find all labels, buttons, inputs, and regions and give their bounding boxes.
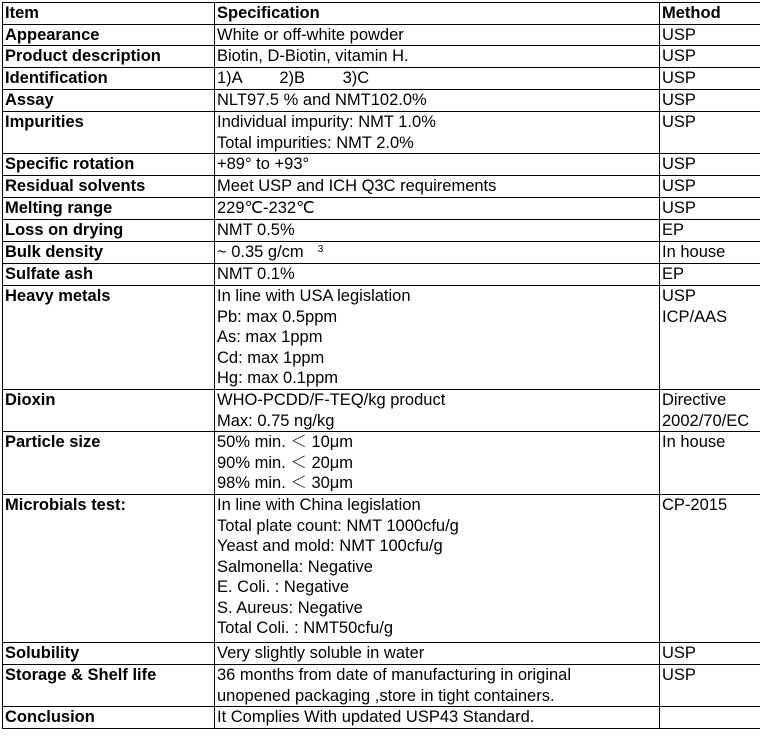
row-item-label: Loss on drying	[3, 220, 215, 242]
specification-text: NMT 0.1%	[217, 265, 295, 283]
row-item-label: Bulk density	[3, 242, 215, 264]
row-specification	[215, 432, 660, 495]
table-row	[3, 665, 760, 707]
table-row	[3, 286, 760, 390]
method-line: USP	[662, 177, 696, 195]
specification-text: NMT 0.5%	[217, 221, 295, 239]
method-line: Directive	[662, 391, 727, 409]
row-item-label: Dioxin	[3, 390, 215, 432]
table-row	[3, 707, 760, 729]
specification-line	[217, 453, 657, 474]
row-method	[660, 390, 760, 432]
specification-line	[217, 46, 657, 67]
row-specification	[215, 90, 660, 112]
table-row	[3, 176, 760, 198]
header-method: Method	[660, 3, 760, 25]
row-specification	[215, 390, 660, 432]
specification-text: White or off-white powder	[217, 25, 404, 44]
row-item-label: Product description	[3, 46, 215, 68]
specification-line	[217, 307, 657, 328]
method-line: USP	[662, 91, 696, 109]
specification-text: E. Coli. : Negative	[217, 578, 350, 596]
specification-line	[217, 665, 657, 686]
specification-text: unopened packaging ,store in tight containers.	[217, 686, 555, 705]
row-method	[660, 198, 760, 220]
specification-text: Individual impurity: NMT 1.0%	[217, 113, 436, 131]
row-specification	[215, 643, 660, 665]
method-line: USP	[662, 287, 696, 305]
row-item-label: Sulfate ash	[3, 264, 215, 286]
row-item-label: Melting range	[3, 198, 215, 220]
table-row	[3, 220, 760, 242]
specification-line	[217, 432, 657, 453]
specification-text: Total plate count: NMT 1000cfu/g	[217, 516, 459, 535]
method-line: ICP/AAS	[662, 307, 728, 326]
specification-line	[217, 643, 657, 664]
specification-text: S. Aureus: Negative	[217, 598, 363, 617]
method-line: USP	[662, 113, 696, 131]
specification-line	[217, 68, 657, 89]
table-row	[3, 46, 760, 68]
row-method	[660, 286, 760, 390]
specification-text: +89° to +93°	[217, 155, 310, 173]
row-method	[660, 154, 760, 176]
specification-text: Pb: max 0.5ppm	[217, 307, 338, 326]
specification-text: Yeast and mold: NMT 100cfu/g	[217, 537, 443, 555]
specification-line	[217, 286, 657, 307]
specification-line	[217, 90, 657, 111]
specification-text: As: max 1ppm	[217, 328, 323, 346]
specification-line	[217, 112, 657, 133]
row-method	[660, 176, 760, 198]
specification-text: 36 months from date of manufacturing in original	[217, 666, 572, 684]
method-line: In house	[662, 433, 726, 451]
row-item-label: Particle size	[3, 432, 215, 495]
row-method	[660, 432, 760, 495]
specification-line	[217, 348, 657, 369]
row-method	[660, 68, 760, 90]
row-specification	[215, 242, 660, 264]
method-line: CP-2015	[662, 496, 728, 514]
specification-line	[217, 368, 657, 389]
specification-text: Max: 0.75 ng/kg	[217, 411, 335, 430]
row-specification	[215, 495, 660, 643]
specification-line	[217, 536, 657, 557]
row-item-label: Assay	[3, 90, 215, 112]
specification-text: Very slightly soluble in water	[217, 644, 425, 662]
method-line: 2002/70/EC	[662, 411, 750, 430]
row-item-label: Storage & Shelf life	[3, 665, 215, 707]
row-method	[660, 24, 760, 46]
specification-text: Total impurities: NMT 2.0%	[217, 133, 414, 152]
row-specification	[215, 112, 660, 154]
row-method	[660, 643, 760, 665]
specification-line	[217, 577, 657, 598]
specification-table	[2, 2, 760, 729]
row-specification	[215, 24, 660, 46]
row-item-label: Heavy metals	[3, 286, 215, 390]
header-item: Item	[3, 3, 215, 25]
specification-line	[217, 473, 657, 494]
specification-text: 1)A 2)B 3)C	[217, 69, 386, 87]
specification-text: In line with USA legislation	[217, 287, 411, 305]
row-specification	[215, 707, 660, 729]
row-item-label: Solubility	[3, 643, 215, 665]
table-row	[3, 24, 760, 46]
specification-text: Hg: max 0.1ppm	[217, 369, 339, 387]
row-specification	[215, 68, 660, 90]
specification-text: It Complies With updated USP43 Standard.	[217, 708, 535, 726]
superscript: 3	[317, 244, 324, 255]
specification-text: NLT97.5 % and NMT102.0%	[217, 91, 427, 109]
table-row	[3, 242, 760, 264]
method-line: EP	[662, 265, 685, 283]
row-method	[660, 264, 760, 286]
table-header-row	[3, 3, 760, 25]
specification-text: WHO-PCDD/F-TEQ/kg product	[217, 391, 446, 409]
row-item-label: Conclusion	[3, 707, 215, 729]
row-item-label: Impurities	[3, 112, 215, 154]
specification-text: In line with China legislation	[217, 496, 421, 514]
specification-text: 229℃-232℃	[217, 199, 315, 217]
specification-line	[217, 154, 657, 175]
method-line: In house	[662, 243, 726, 261]
specification-line	[217, 327, 657, 348]
row-method	[660, 242, 760, 264]
specification-text: Biotin, D-Biotin, vitamin H.	[217, 47, 409, 65]
specification-line	[217, 198, 657, 219]
row-specification	[215, 286, 660, 390]
specification-text: Meet USP and ICH Q3C requirements	[217, 177, 497, 195]
method-line: USP	[662, 666, 696, 684]
row-method	[660, 665, 760, 707]
header-specification: Specification	[215, 3, 660, 25]
specification-line	[217, 220, 657, 241]
method-line: USP	[662, 644, 696, 662]
row-method	[660, 112, 760, 154]
specification-line	[217, 242, 657, 263]
row-specification	[215, 46, 660, 68]
table-row	[3, 198, 760, 220]
row-method	[660, 90, 760, 112]
table-row	[3, 112, 760, 154]
method-line: USP	[662, 25, 696, 44]
specification-line	[217, 618, 657, 639]
specification-line	[217, 176, 657, 197]
method-line: USP	[662, 47, 696, 65]
method-line: USP	[662, 199, 696, 217]
specification-line	[217, 686, 657, 707]
table-row	[3, 390, 760, 432]
specification-line	[217, 598, 657, 619]
row-item-label: Identification	[3, 68, 215, 90]
table-row	[3, 432, 760, 495]
table-row	[3, 643, 760, 665]
specification-line	[217, 557, 657, 578]
specification-line	[217, 25, 657, 46]
specification-text: 50% min. ＜ 10μm	[217, 433, 354, 451]
specification-line	[217, 516, 657, 537]
specification-line	[217, 390, 657, 411]
row-specification	[215, 264, 660, 286]
specification-text: Cd: max 1ppm	[217, 348, 325, 367]
table-row	[3, 495, 760, 643]
row-item-label: Microbials test:	[3, 495, 215, 643]
row-method	[660, 220, 760, 242]
specification-text: 98% min. ＜ 30μm	[217, 474, 354, 492]
method-line: USP	[662, 155, 696, 173]
row-specification	[215, 665, 660, 707]
row-specification	[215, 176, 660, 198]
row-specification	[215, 198, 660, 220]
row-item-label: Specific rotation	[3, 154, 215, 176]
specification-line	[217, 264, 657, 285]
row-item-label: Residual solvents	[3, 176, 215, 198]
specification-line	[217, 495, 657, 516]
table-row	[3, 154, 760, 176]
table-row	[3, 90, 760, 112]
row-specification	[215, 220, 660, 242]
specification-text: ~ 0.35 g/cm	[217, 243, 304, 261]
table-row	[3, 68, 760, 90]
specification-text: 90% min. ＜ 20μm	[217, 453, 354, 472]
row-item-label: Appearance	[3, 24, 215, 46]
table-row	[3, 264, 760, 286]
specification-line	[217, 707, 657, 728]
row-method	[660, 46, 760, 68]
row-specification	[215, 154, 660, 176]
specification-line	[217, 133, 657, 154]
specification-line	[217, 411, 657, 432]
specification-text: Total Coli. : NMT50cfu/g	[217, 619, 394, 637]
method-line: USP	[662, 69, 696, 87]
method-line: EP	[662, 221, 685, 239]
row-method	[660, 707, 760, 729]
row-method	[660, 495, 760, 643]
specification-text: Salmonella: Negative	[217, 557, 373, 576]
